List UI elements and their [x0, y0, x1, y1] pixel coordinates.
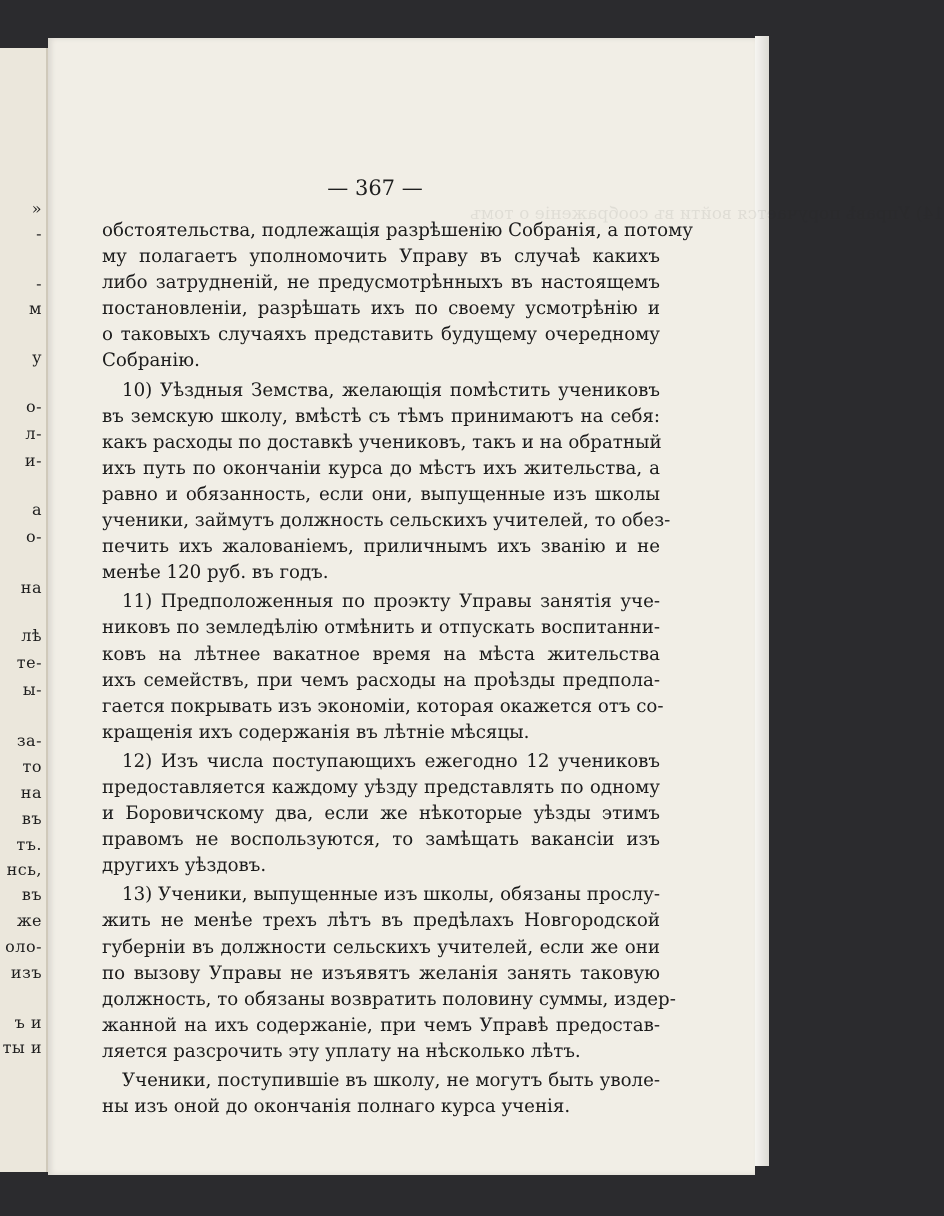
text-line: жанной на ихъ содержаніе, при чемъ Управѣ предостав-	[102, 1014, 660, 1036]
text-line: либо затрудненій, не предусмотрѣнныхъ въ настоящемъ	[102, 272, 660, 294]
text-line: менѣе 120 руб. въ годъ.	[102, 562, 329, 584]
text-line: правомъ не воспользуются, то замѣщать вакансіи изъ	[102, 829, 660, 851]
text-line: по вызову Управы не изъявятъ желанія занять таковую	[102, 962, 660, 984]
paragraph	[102, 749, 660, 879]
text-line: губерніи въ должности сельскихъ учителей, если же они	[102, 936, 660, 958]
text-line: ихъ семействъ, при чемъ расходы на проѣзды предпола-	[102, 669, 660, 691]
text-line: печить ихъ жалованіемъ, приличнымъ ихъ званію и не	[102, 536, 660, 558]
text-line: кращенія ихъ содержанія въ лѣтніе мѣсяцы.	[102, 721, 530, 743]
left-page-fragment: въ	[21, 885, 42, 904]
left-page-fragment: -	[36, 224, 42, 243]
text-line: ученики, займутъ должность сельскихъ учителей, то обез-	[102, 510, 671, 532]
text-line: 11) Предположенныя по проэкту Управы занятія уче-	[122, 591, 660, 613]
left-page-fragment: нсь,	[6, 860, 42, 879]
text-line: обстоятельства, подлежащія разрѣшенію Собранія, а потому	[102, 220, 693, 241]
left-page-fragment: о-	[25, 527, 42, 546]
left-page-fragment: оло-	[5, 937, 42, 956]
text-line: ны изъ оной до окончанія полнаго курса ученія.	[102, 1096, 571, 1118]
bleed-through-text: 14) Управѣ поручается войти въ соображеніе о томъ	[470, 204, 944, 224]
paragraph	[102, 882, 676, 1065]
left-page-fragment: въ	[21, 809, 42, 828]
text-line: жить не менѣе трехъ лѣтъ въ предѣлахъ Новгородской	[102, 910, 660, 932]
left-page-fragment: а	[31, 500, 42, 519]
text-line: Ученики, поступившіе въ школу, не могутъ быть уволе-	[122, 1070, 660, 1091]
text-line: постановленіи, разрѣшать ихъ по своему усмотрѣнію и	[102, 298, 660, 320]
text-line: другихъ уѣздовъ.	[102, 855, 267, 877]
left-page-fragment: -	[36, 274, 42, 293]
paragraph	[102, 378, 671, 587]
left-page-fragment: ъ и	[14, 1013, 42, 1032]
text-line: какъ расходы по доставкѣ учениковъ, такъ и на обратный	[102, 431, 662, 453]
text-line: никовъ по земледѣлію отмѣнить и отпускать воспитанни-	[102, 617, 660, 639]
left-page-fragment: тъ.	[16, 835, 42, 854]
left-page-fragment: м	[29, 299, 42, 318]
left-page-fragment: ты и	[2, 1038, 42, 1057]
left-page-fragment: л-	[25, 424, 42, 443]
left-page-edge	[0, 48, 48, 1172]
text-line: 13) Ученики, выпущенные изъ школы, обязаны прослу-	[122, 884, 660, 906]
left-page-fragment: то	[22, 757, 42, 776]
paragraph	[102, 589, 664, 746]
text-line: ляется разсрочить эту уплату на нѣсколько лѣтъ.	[102, 1040, 581, 1062]
page-number: — 367 —	[327, 176, 423, 200]
left-page-fragment: и-	[24, 451, 42, 470]
left-page-fragment: же	[16, 911, 42, 930]
text-line: и Боровичскому два, если же нѣкоторые уѣзды этимъ	[102, 803, 660, 825]
paragraph	[102, 218, 693, 375]
text-line: Собранію.	[102, 350, 200, 372]
text-line: предоставляется каждому уѣзду представлять по одному	[102, 776, 660, 798]
left-page-fragment: у	[32, 348, 42, 367]
text-line: ихъ путь по окончаніи курса до мѣстъ ихъ жительства, а	[102, 457, 660, 479]
body-text	[102, 218, 693, 1120]
text-line: 12) Изъ числа поступающихъ ежегодно 12 учениковъ	[122, 750, 660, 772]
text-line: ковъ на лѣтнее вакатное время на мѣста жительства	[102, 643, 660, 665]
text-line: равно и обязанность, если они, выпущенные изъ школы	[102, 483, 660, 505]
text-line: гается покрывать изъ экономіи, которая окажется отъ со-	[102, 695, 664, 717]
left-page-fragment: на	[20, 783, 42, 802]
text-line: 10) Уѣздныя Земства, желающія помѣстить учениковъ	[122, 379, 660, 401]
left-page-fragment: »	[31, 199, 42, 218]
left-page-fragment: ы-	[22, 680, 42, 699]
text-line: должность, то обязаны возвратить половину суммы, издер-	[102, 988, 676, 1010]
left-page-fragment: лѣ	[21, 626, 42, 645]
left-page-fragment: на	[20, 578, 42, 597]
left-page-fragment: те-	[16, 653, 42, 672]
left-page-fragment: за-	[16, 731, 42, 750]
paragraph	[102, 1068, 660, 1120]
left-page-fragment: о-	[25, 397, 42, 416]
left-page-fragment: изъ	[10, 963, 42, 982]
text-line: въ земскую школу, вмѣстѣ съ тѣмъ принимаютъ на себя:	[102, 405, 660, 427]
text-line: му полагаетъ уполномочить Управу въ случаѣ какихъ	[102, 246, 660, 268]
text-line: о таковыхъ случаяхъ представить будущему очередному	[102, 324, 660, 346]
